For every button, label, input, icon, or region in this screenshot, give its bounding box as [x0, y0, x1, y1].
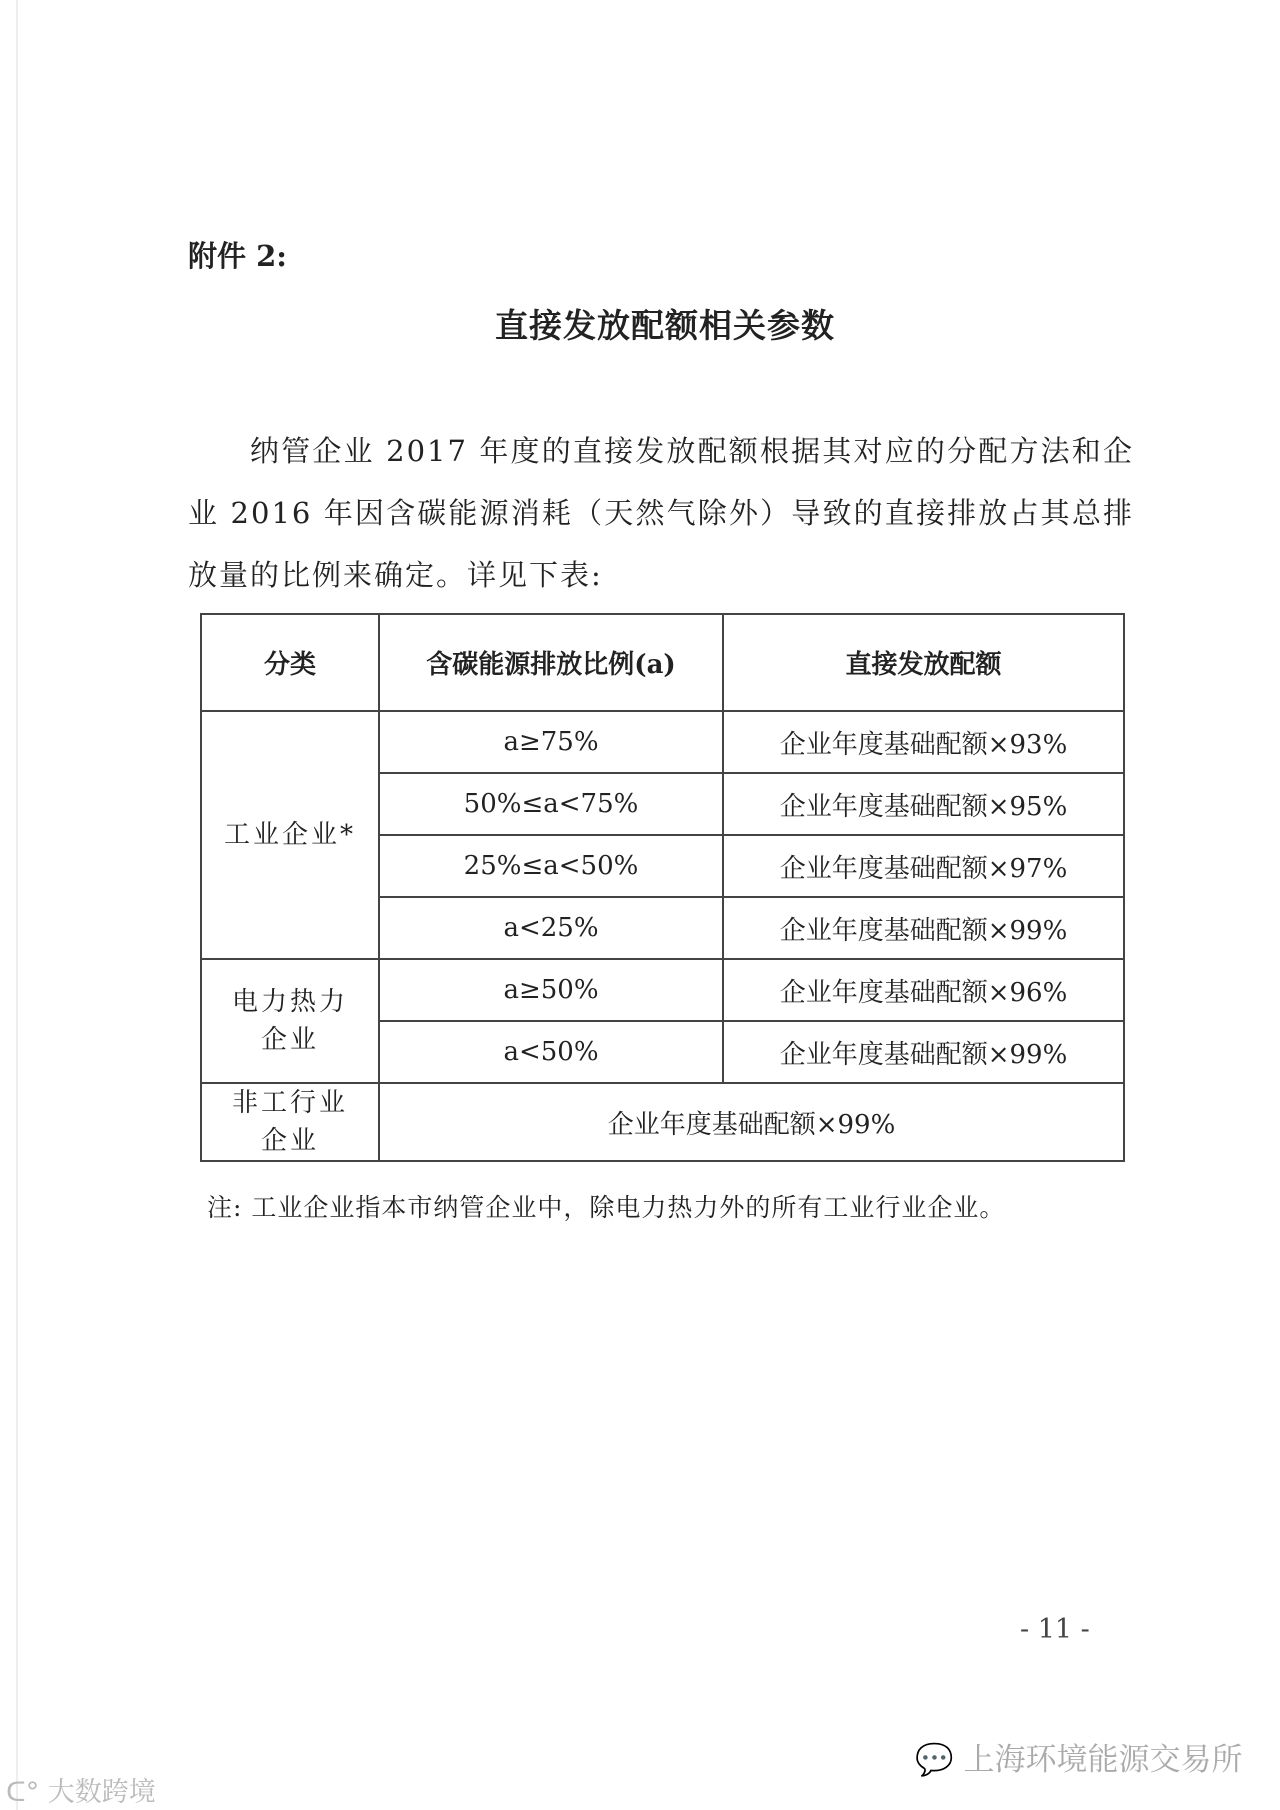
page-edge [16, 0, 18, 1810]
quota-cell: 企业年度基础配额×93% [723, 711, 1124, 773]
quota-cell: 企业年度基础配额×99% [723, 897, 1124, 959]
table-header-row [201, 614, 1124, 711]
wechat-icon: 💬 [915, 1742, 964, 1778]
brand-logo-icon: ᑕ° [6, 1777, 48, 1808]
watermark-text: 上海环境能源交易所 [963, 1742, 1243, 1778]
category-non-industrial [201, 1083, 379, 1161]
table-row [201, 959, 1124, 1021]
table-row [201, 1083, 1124, 1161]
quota-cell: 企业年度基础配额×99% [723, 1021, 1124, 1083]
quota-cell: 企业年度基础配额×99% [379, 1083, 1124, 1161]
watermark-text: 大数跨境 [47, 1777, 156, 1808]
ratio-cell: a≥75% [379, 711, 723, 773]
header-quota: 直接发放配额 [723, 614, 1124, 711]
quota-cell: 企业年度基础配额×97% [723, 835, 1124, 897]
header-category: 分类 [201, 614, 379, 711]
header-ratio: 含碳能源排放比例(a) [379, 614, 723, 711]
category-line: 企业 [260, 1025, 319, 1055]
quota-cell: 企业年度基础配额×96% [723, 959, 1124, 1021]
intro-paragraph: 纳管企业 2017 年度的直接发放配额根据其对应的分配方法和企业 2016 年因含碳能源消耗（天然气除外）导致的直接排放占其总排放量的比例来确定。详见下表: [188, 434, 1134, 592]
ratio-cell: 25%≤a<50% [379, 835, 723, 897]
ratio-cell: a<50% [379, 1021, 723, 1083]
category-power-heat [201, 959, 379, 1083]
ratio-cell: a<25% [379, 897, 723, 959]
category-industrial: 工业企业* [201, 711, 379, 959]
attachment-label: 附件 2: [188, 239, 287, 273]
table-row [201, 711, 1124, 773]
quota-table [200, 613, 1125, 1162]
category-line: 电力热力 [231, 987, 348, 1017]
document-title: 直接发放配额相关参数 [495, 306, 835, 345]
watermark-brand [6, 1770, 156, 1809]
category-line: 企业 [260, 1126, 319, 1156]
category-line: 非工行业 [231, 1088, 348, 1118]
quota-cell: 企业年度基础配额×95% [723, 773, 1124, 835]
table-note: 注: 工业企业指本市纳管企业中，除电力热力外的所有工业行业企业。 [207, 1193, 1006, 1222]
ratio-cell: a≥50% [379, 959, 723, 1021]
watermark-exchange [915, 1734, 1242, 1779]
page-number: - 11 - [1020, 1614, 1090, 1645]
ratio-cell: 50%≤a<75% [379, 773, 723, 835]
